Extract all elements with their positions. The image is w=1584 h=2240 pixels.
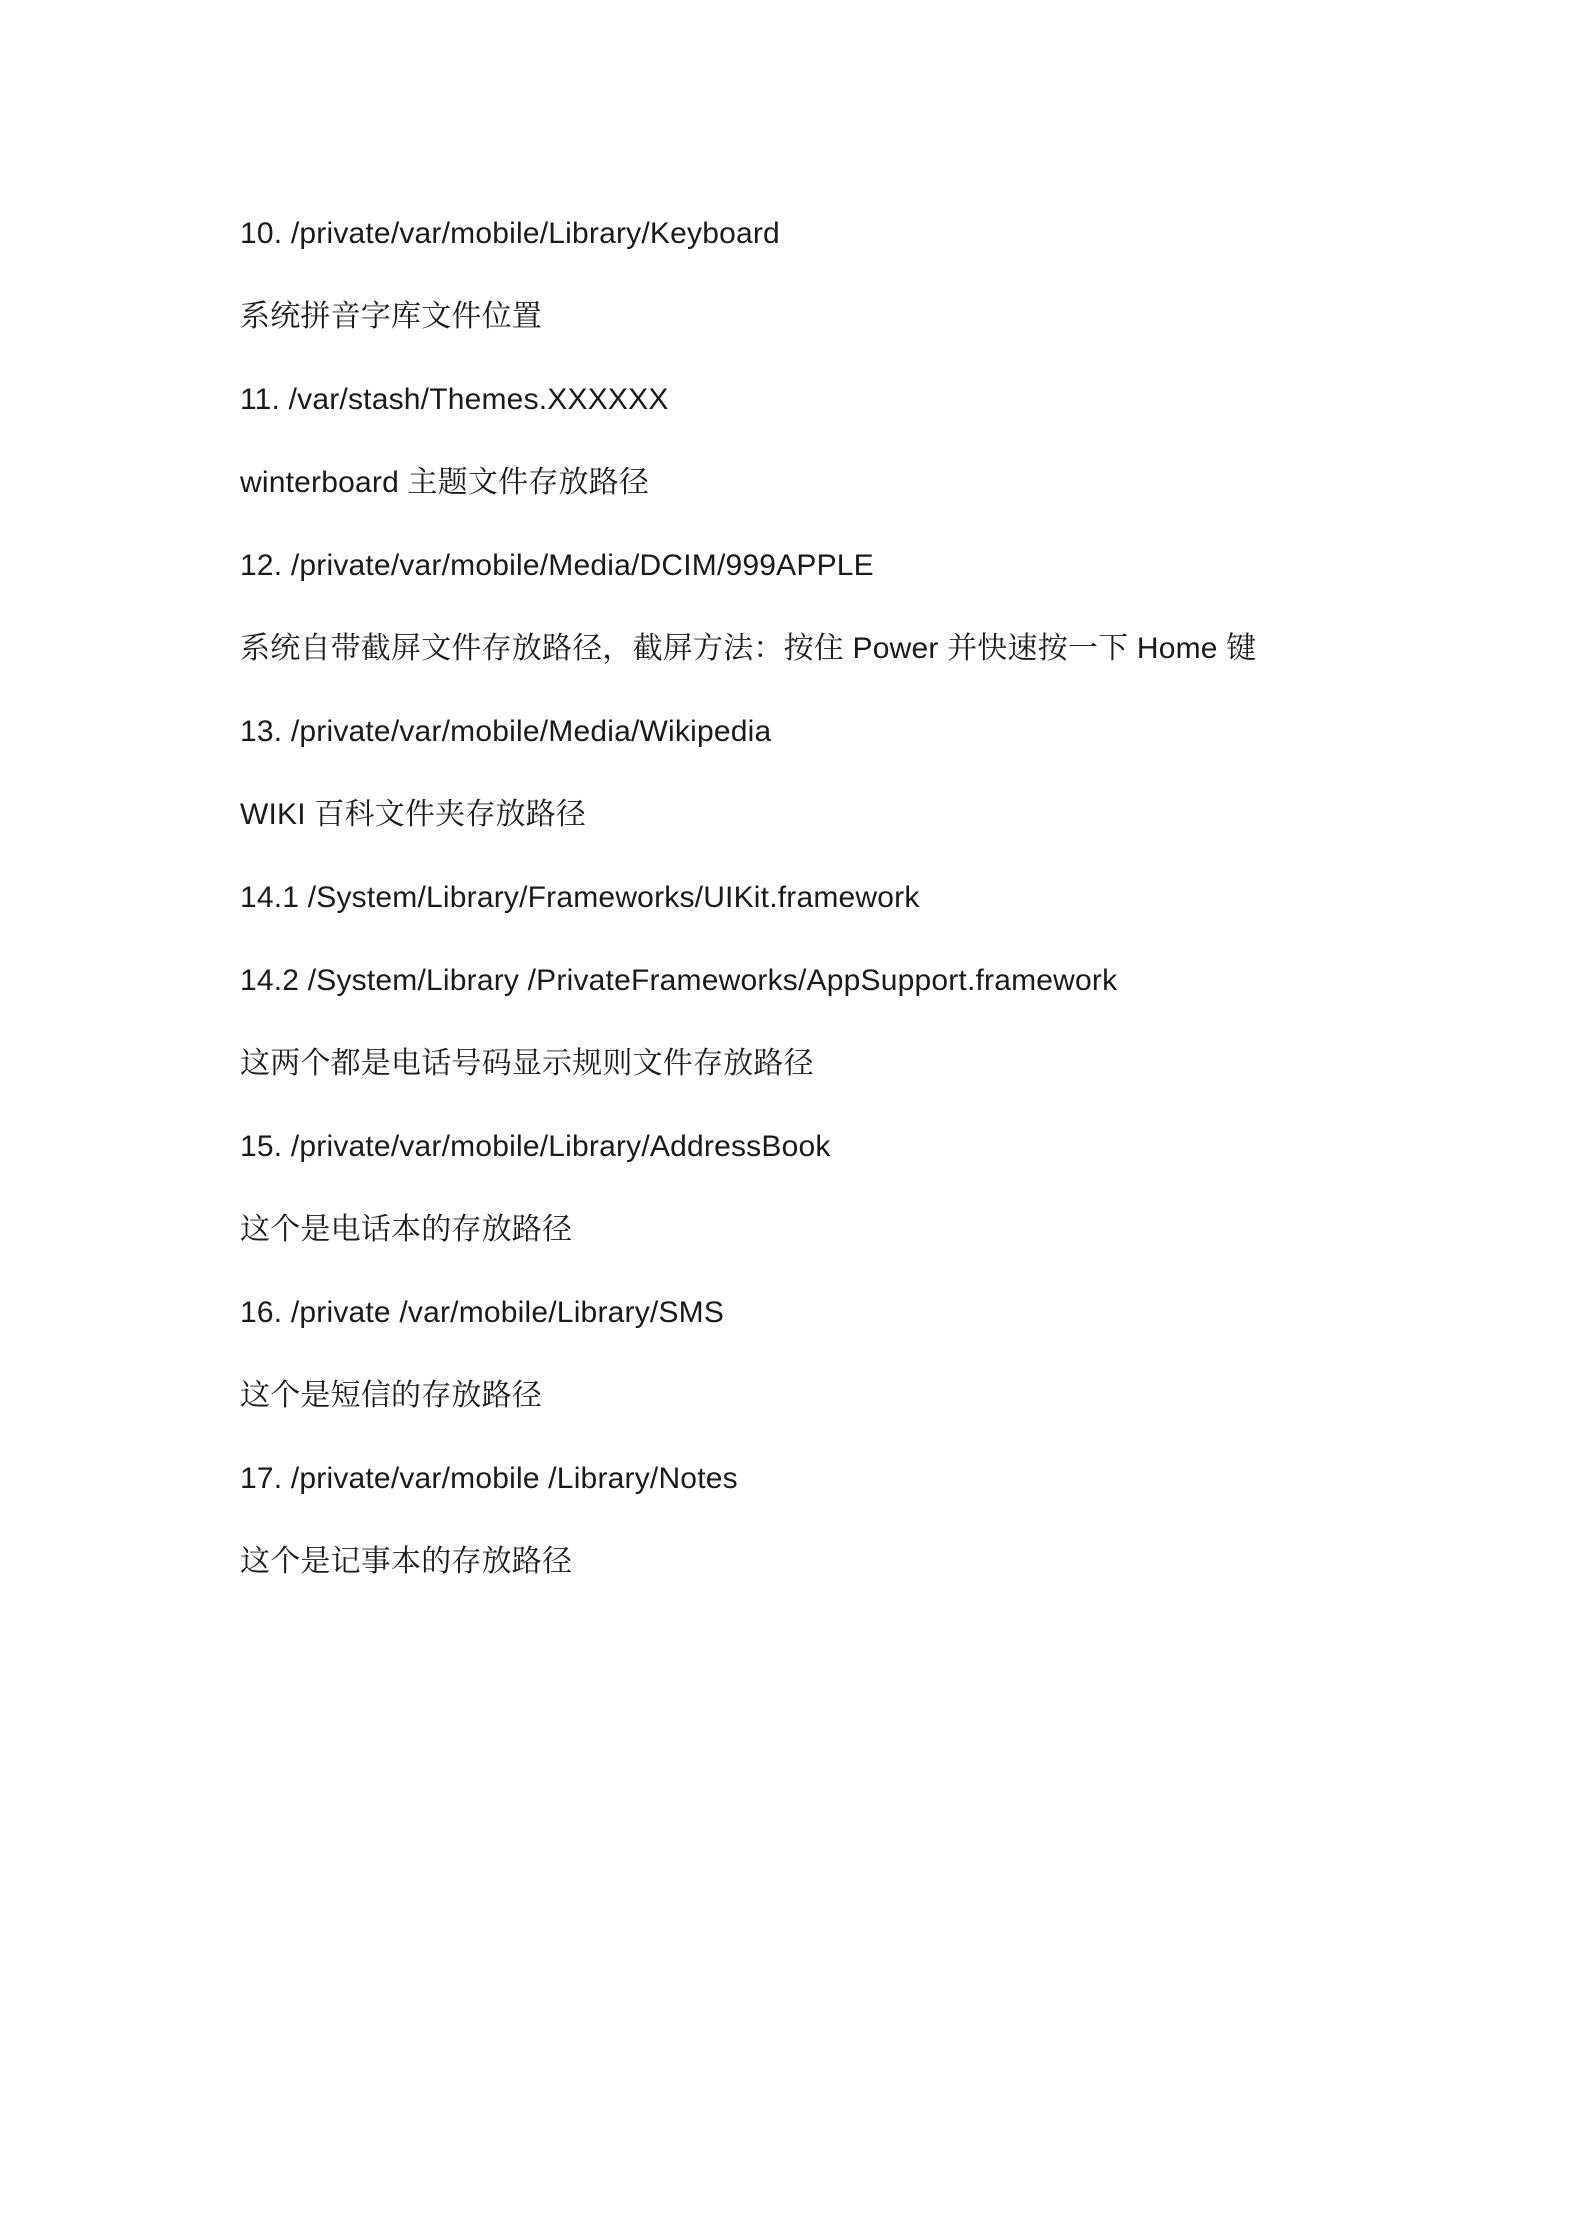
path-description-13: WIKI 百科文件夹存放路径 bbox=[240, 798, 587, 831]
path-description-11: winterboard 主题文件存放路径 bbox=[240, 466, 650, 499]
path-item-17: 17. /private/var/mobile /Library/Notes bbox=[240, 1462, 738, 1495]
path-description-17: 这个是记事本的存放路径 bbox=[240, 1545, 573, 1578]
path-item-11: 11. /var/stash/Themes.XXXXXX bbox=[240, 383, 669, 416]
path-item-13: 13. /private/var/mobile/Media/Wikipedia bbox=[240, 715, 772, 748]
path-item-10: 10. /private/var/mobile/Library/Keyboard bbox=[240, 217, 780, 250]
path-item-14-2: 14.2 /System/Library /PrivateFrameworks/AppSupport.framework bbox=[240, 964, 1118, 997]
path-item-15: 15. /private/var/mobile/Library/AddressBook bbox=[240, 1130, 831, 1163]
path-description-15: 这个是电话本的存放路径 bbox=[240, 1213, 573, 1246]
path-description-14: 这两个都是电话号码显示规则文件存放路径 bbox=[240, 1047, 814, 1080]
path-item-14-1: 14.1 /System/Library/Frameworks/UIKit.framework bbox=[240, 881, 920, 914]
path-description-16: 这个是短信的存放路径 bbox=[240, 1379, 542, 1412]
path-item-16: 16. /private /var/mobile/Library/SMS bbox=[240, 1296, 725, 1329]
path-item-12: 12. /private/var/mobile/Media/DCIM/999APPLE bbox=[240, 549, 874, 582]
path-description-12: 系统自带截屏文件存放路径，截屏方法：按住 Power 并快速按一下 Home 键 bbox=[240, 632, 1257, 665]
path-description-10: 系统拼音字库文件位置 bbox=[240, 300, 542, 333]
